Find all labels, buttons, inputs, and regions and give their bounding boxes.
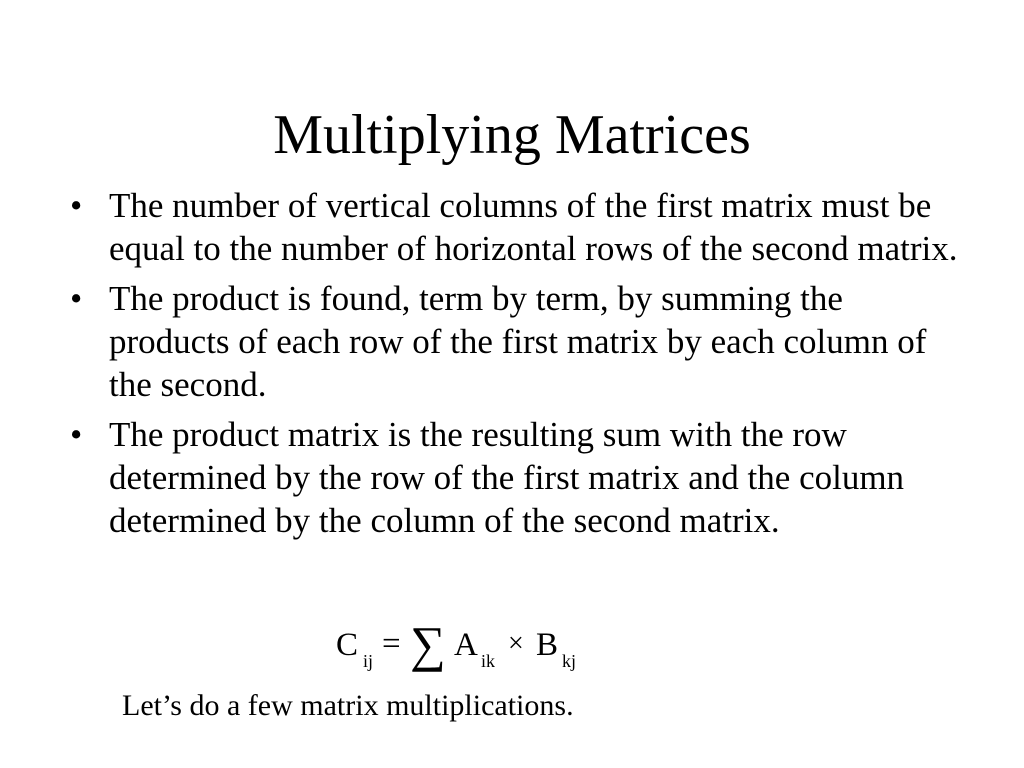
formula-times: × (508, 628, 524, 659)
bullet-symbol: • (70, 186, 83, 225)
footer-note: Let’s do a few matrix multiplications. (122, 689, 574, 722)
bullet-symbol: • (70, 415, 83, 454)
summation-symbol: ∑ (410, 616, 446, 672)
bullet-text: The product matrix is the resulting sum with the row determined by the row of the first matrix and the column determined by the column of the second matrix. (109, 415, 905, 540)
formula-b: B (536, 627, 559, 663)
slide-title: Multiplying Matrices (273, 104, 751, 166)
bullet-text: The product is found, term by term, by summing the products of each row of the first matrix by each column of the second. (109, 279, 927, 404)
formula-equals: = (382, 626, 401, 662)
bullet-item (70, 184, 970, 270)
formula-a: A (454, 627, 478, 663)
formula-b-subscript: kj (562, 651, 577, 671)
bullet-item (70, 413, 970, 542)
bullet-list (70, 184, 970, 549)
formula-c: C (336, 627, 359, 663)
formula-c-subscript: ij (363, 651, 374, 671)
formula-a-subscript: ik (481, 651, 496, 671)
bullet-symbol: • (70, 279, 83, 318)
bullet-item (70, 277, 970, 406)
bullet-text: The number of vertical columns of the first matrix must be equal to the number of horizontal rows of the second matrix. (109, 186, 958, 268)
